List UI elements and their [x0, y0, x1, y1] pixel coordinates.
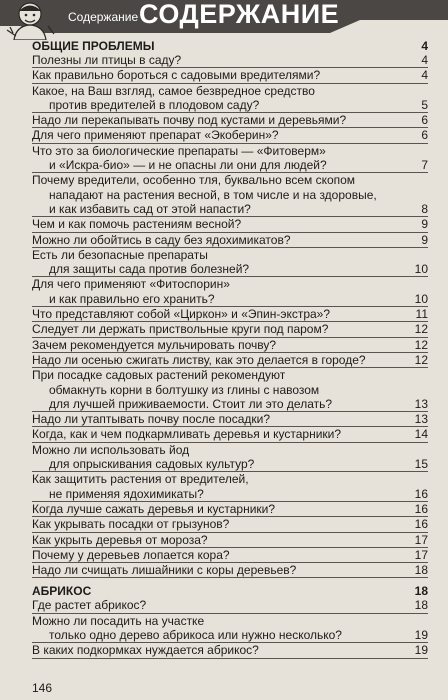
page-number: 146	[32, 681, 53, 695]
entry-text-line: Есть ли безопасные препараты	[32, 247, 208, 262]
entry-text-line: Что представляют собой «Циркон» и «Эпин-экстра»?	[32, 307, 331, 322]
toc-entry[interactable]	[32, 277, 428, 307]
toc-entry[interactable]	[32, 113, 428, 128]
entry-page: 12	[414, 337, 428, 352]
entry-text-line: против вредителей в плодовом саду?	[49, 97, 260, 112]
entry-last-line	[32, 202, 428, 217]
section-page: 4	[421, 39, 428, 53]
entry-last-line	[32, 517, 428, 532]
entry-text-line: В каких подкормках нуждается абрикос?	[32, 643, 259, 658]
entry-text-line: Как правильно бороться с садовыми вредителями?	[32, 68, 321, 83]
entry-text-line: Чем и как помочь растениям весной?	[32, 217, 242, 232]
entry-page: 6	[421, 128, 428, 143]
entry-text-line: Какое, на Ваш взгляд, самое безвредное средство	[32, 83, 315, 98]
entry-last-line	[32, 487, 428, 502]
entry-last-line	[32, 563, 428, 578]
entry-text-line: Что это за биологические препараты — «Фитоверм»	[32, 143, 326, 158]
toc-entry[interactable]	[32, 84, 428, 114]
toc-entry[interactable]	[32, 533, 428, 548]
section-page: 18	[414, 584, 428, 599]
entry-last-line	[32, 98, 428, 113]
entry-page: 18	[414, 563, 428, 578]
entry-page: 19	[414, 627, 428, 642]
entry-page: 12	[414, 352, 428, 367]
section-title: АБРИКОС	[32, 584, 92, 599]
toc-entry[interactable]	[32, 427, 428, 442]
entry-page: 9	[421, 232, 428, 247]
entry-page: 17	[414, 547, 428, 562]
entry-last-line	[32, 158, 428, 173]
entry-page: 12	[414, 322, 428, 337]
entry-text-line: Зачем рекомендуется мульчировать почву?	[32, 337, 277, 352]
entry-last-line	[32, 307, 428, 322]
entry-text-line: для опрыскивания садовых культур?	[49, 457, 255, 472]
entry-text-line: и как избавить сад от этой напасти?	[49, 201, 251, 216]
entry-text-line: Как укрывать посадки от грызунов?	[32, 517, 230, 532]
entry-text-line: Следует ли держать приствольные круги под паром?	[32, 322, 329, 337]
toc-entry[interactable]	[32, 598, 428, 613]
entry-page: 4	[421, 53, 428, 67]
entry-last-line	[32, 397, 428, 412]
entry-page: 17	[414, 532, 428, 547]
entry-last-line	[32, 548, 428, 563]
toc-entry[interactable]	[32, 472, 428, 502]
entry-text-line: Почему у деревьев лопается кора?	[32, 547, 230, 562]
toc-entry[interactable]	[32, 68, 428, 83]
entry-text-line: Как укрыть деревья от мороза?	[32, 532, 208, 547]
toc-entry[interactable]	[32, 502, 428, 517]
toc-entry[interactable]	[32, 307, 428, 322]
entry-text-line: Надо ли утаптывать почву после посадки?	[32, 412, 271, 427]
entry-page: 16	[414, 501, 428, 516]
toc-entry[interactable]	[32, 517, 428, 532]
entry-last-line	[32, 292, 428, 307]
toc-entry[interactable]	[32, 144, 428, 174]
entry-last-line	[32, 53, 428, 68]
entry-last-line	[32, 128, 428, 143]
toc-entry[interactable]	[32, 643, 428, 658]
entry-text-line: Полезны ли птицы в саду?	[32, 53, 182, 67]
entry-page: 19	[414, 643, 428, 658]
header-subtitle: Содержание	[68, 10, 139, 24]
entry-text-line: только одно дерево абрикоса или нужно несколько?	[49, 627, 342, 642]
entry-last-line	[32, 502, 428, 517]
toc-entry[interactable]	[32, 322, 428, 337]
entry-last-line	[32, 643, 428, 658]
toc-entry[interactable]	[32, 443, 428, 473]
entry-last-line	[32, 412, 428, 427]
entry-page: 10	[414, 291, 428, 306]
entry-page: 11	[415, 307, 428, 322]
toc-entry[interactable]	[32, 338, 428, 353]
entry-last-line	[32, 68, 428, 83]
gardener-logo-icon	[4, 0, 56, 40]
page-title: СОДЕРЖАНИЕ	[139, 0, 340, 29]
toc-entry[interactable]	[32, 412, 428, 427]
entry-text-line: для защиты сада против болезней?	[49, 262, 250, 277]
entry-last-line	[32, 113, 428, 128]
entry-last-line	[32, 338, 428, 353]
entry-text-line: Надо ли счищать лишайники с коры деревьев?	[32, 563, 297, 578]
entry-text-line: Для чего применяют «Фитоспорин»	[32, 277, 230, 292]
toc-entry[interactable]	[32, 233, 428, 248]
toc-entry[interactable]	[32, 173, 428, 217]
entry-text-line: Можно ли посадить на участке	[32, 613, 205, 628]
entry-text-line: Почему вредители, особенно тля, буквально всем скопом	[32, 173, 356, 188]
entry-page: 5	[421, 97, 428, 112]
entry-last-line	[32, 233, 428, 248]
entry-text-line: для лучшей приживаемости. Стоит ли это делать?	[49, 396, 333, 411]
entry-last-line	[32, 598, 428, 613]
entry-text-line: Надо ли перекапывать почву под кустами и деревьями?	[32, 113, 347, 128]
entry-last-line	[32, 533, 428, 548]
toc-entry[interactable]	[32, 563, 428, 578]
entry-last-line	[32, 353, 428, 368]
entry-page: 16	[414, 517, 428, 532]
entry-page: 15	[414, 457, 428, 472]
toc-entry[interactable]	[32, 353, 428, 368]
entry-last-line	[32, 322, 428, 337]
entry-page: 6	[421, 113, 428, 128]
entry-last-line	[32, 262, 428, 277]
entry-last-line	[32, 427, 428, 442]
entry-text-line: Можно ли использовать йод	[32, 442, 190, 457]
toc-entry[interactable]	[32, 53, 428, 68]
entry-page: 18	[414, 598, 428, 613]
entry-page: 13	[414, 412, 428, 427]
toc-entry[interactable]	[32, 248, 428, 278]
entry-text-line: и «Искра-био» — и не опасны ли они для людей?	[49, 158, 327, 173]
entry-page: 4	[421, 68, 428, 83]
entry-text-line: Где растет абрикос?	[32, 598, 147, 613]
section-title: ОБЩИЕ ПРОБЛЕМЫ	[32, 39, 155, 53]
section-heading[interactable]	[32, 584, 428, 598]
entry-text-line: обмакнуть корни в болтушку из глины с навозом	[49, 382, 320, 397]
entry-page: 10	[414, 262, 428, 277]
entry-page: 7	[421, 158, 428, 173]
page-header	[0, 0, 448, 34]
entry-text-line: Когда лучше сажать деревья и кустарники?	[32, 501, 276, 516]
toc-entry[interactable]	[32, 368, 428, 412]
toc-entry[interactable]	[32, 217, 428, 232]
entry-text-line: Когда, как и чем подкармливать деревья и кустарники?	[32, 427, 342, 442]
table-of-contents	[32, 38, 428, 659]
entry-page: 13	[414, 396, 428, 411]
section-heading[interactable]	[32, 39, 428, 53]
entry-text-line: не применяя ядохимикаты?	[49, 486, 204, 501]
entry-text-line: Можно ли обойтись в саду без ядохимикатов?	[32, 232, 291, 247]
entry-last-line	[32, 217, 428, 232]
entry-last-line	[32, 628, 428, 643]
entry-page: 9	[421, 217, 428, 232]
entry-text-line: Надо ли осенью сжигать листву, как это делается в городе?	[32, 352, 366, 367]
entry-last-line	[32, 457, 428, 472]
entry-page: 8	[421, 201, 428, 216]
toc-entry[interactable]	[32, 614, 428, 644]
entry-page: 14	[414, 427, 428, 442]
entry-text-line: нападают на растения весной, в том числе и на здоровые,	[49, 187, 377, 202]
entry-text-line: Как защитить растения от вредителей,	[32, 472, 249, 487]
entry-text-line: Для чего применяют препарат «Экоберин»?	[32, 128, 279, 143]
entry-text-line: и как правильно его хранить?	[49, 291, 215, 306]
entry-page: 16	[414, 486, 428, 501]
toc-entry[interactable]	[32, 548, 428, 563]
entry-text-line: При посадке садовых растений рекомендуют	[32, 368, 286, 383]
toc-entry[interactable]	[32, 128, 428, 143]
